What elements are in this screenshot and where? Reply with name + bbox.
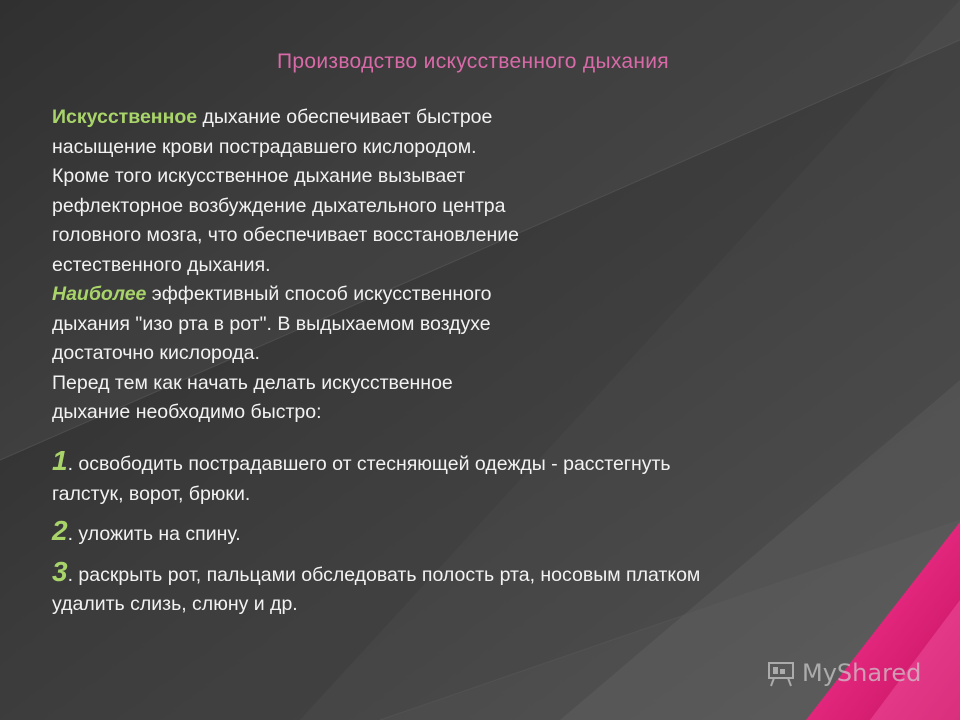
step-number: 2 xyxy=(52,515,68,546)
slide-title: Производство искусственного дыхания xyxy=(277,50,669,73)
watermark xyxy=(766,658,921,688)
paragraph-1-line-3: Кроме того искусственное дыхание вызывает xyxy=(52,165,466,187)
paragraph-2-line-3: достаточно кислорода. xyxy=(52,342,260,364)
step-item xyxy=(52,557,932,620)
paragraph-1-line-6: естественного дыхания. xyxy=(52,253,271,276)
highlight-word: Наиболее xyxy=(52,283,147,305)
step-text-continued: галстук, ворот, брюки. xyxy=(52,482,251,505)
step-item xyxy=(52,446,932,509)
paragraph-1-line-5: головного мозга, что обеспечивает восстановление xyxy=(52,224,519,246)
step-text: . уложить на спину. xyxy=(67,523,241,545)
step-number: 3 xyxy=(52,555,68,587)
presentation-board-icon xyxy=(766,658,796,688)
watermark-text: MyShared xyxy=(802,659,922,687)
paragraph-2-line-1: Наиболее эффективный способ искусственного xyxy=(52,283,492,305)
highlight-word: Искусственное xyxy=(52,106,198,128)
body-text xyxy=(52,103,692,428)
step-number: 1 xyxy=(52,445,68,476)
step-text: . раскрыть рот, пальцами обследовать полость рта, носовым платком xyxy=(67,563,701,586)
paragraph-1-line-4: рефлекторное возбуждение дыхательного центра xyxy=(52,194,506,217)
step-text: . освободить пострадавшего от стесняющей одежды - расстегнуть xyxy=(67,453,671,475)
step-text-continued: удалить слизь, слюну и др. xyxy=(52,593,298,615)
paragraph-3-line-1: Перед тем как начать делать искусственное xyxy=(52,371,453,394)
paragraph-2-line-2: дыхания "изо рта в рот". В выдыхаемом воздухе xyxy=(52,312,491,335)
paragraph-3-line-2: дыхание необходимо быстро: xyxy=(52,401,322,423)
step-item xyxy=(52,516,932,550)
paragraph-1-line-2: насыщение крови пострадавшего кислородом. xyxy=(52,135,477,158)
steps-list xyxy=(52,446,932,627)
paragraph-1-line-1: Искусственное дыхание обеспечивает быстрое xyxy=(52,106,493,128)
